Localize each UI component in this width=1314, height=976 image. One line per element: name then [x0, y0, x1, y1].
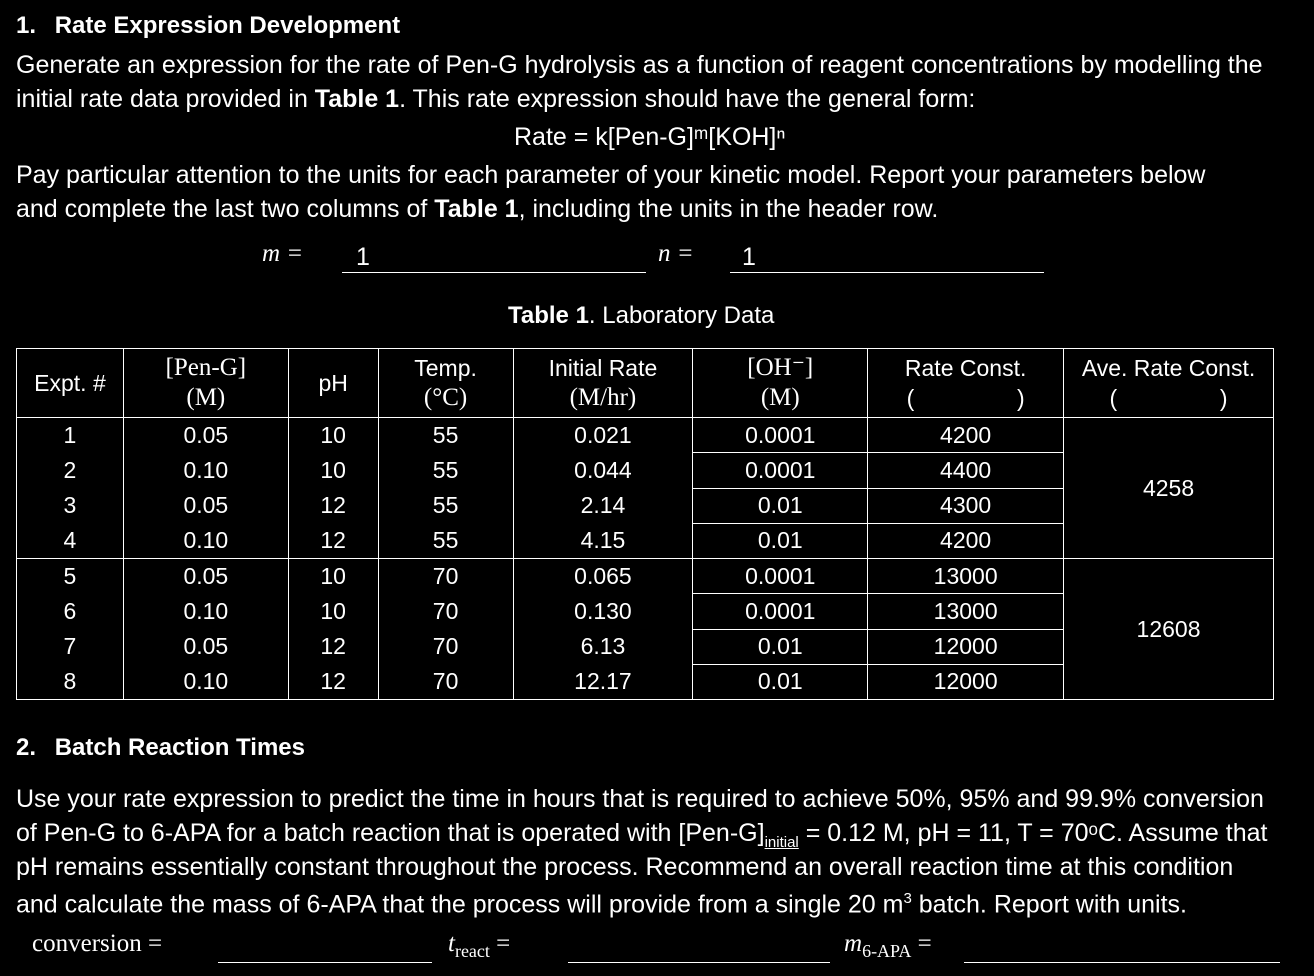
section-1-heading [16, 12, 400, 40]
paragraph-line: pH remains essentially constant throughout the process. Recommend an overall reaction time at this condition [16, 853, 1234, 881]
section-title: Batch Reaction Times [54, 734, 305, 761]
table-header-row [17, 349, 1274, 418]
header-peng: [Pen-G] (M) [123, 349, 288, 418]
ph-cell: 10 10 12 12 [288, 559, 378, 700]
table-row [17, 418, 1274, 453]
table-reference: Table 1 [434, 195, 519, 223]
subscript: initial [764, 834, 799, 851]
n-answer-line [730, 272, 1044, 273]
peng-cell: 0.05 0.10 0.05 0.10 [123, 418, 288, 559]
m-6apa-answer-line[interactable] [964, 962, 1280, 963]
t-react-label [448, 930, 510, 962]
rate-const-units-blank[interactable]: ( ) [906, 385, 1025, 411]
ph-cell: 10 10 12 12 [288, 418, 378, 559]
m-symbol: m [844, 930, 863, 957]
header-rate-const: Rate Const. ( ) [868, 349, 1064, 418]
paragraph-line [16, 82, 975, 116]
temp-cell: 55 55 55 55 [378, 418, 513, 559]
m-label: m = [262, 240, 304, 267]
ave-rate-const-units-blank[interactable]: ( ) [1109, 385, 1228, 411]
paragraph-line [16, 192, 938, 226]
header-oh: [OH⁻] (M) [693, 349, 868, 418]
paragraph-line: Use your rate expression to predict the time in hours that is required to achieve 50%, 95% and 99.9% conversion [16, 785, 1264, 813]
rate-const-cell[interactable]: 4200 [868, 418, 1064, 453]
table-caption-label: Table 1 [508, 302, 589, 329]
t-subscript: react [454, 941, 490, 961]
oh-cell[interactable]: 0.01 [693, 664, 868, 699]
paragraph-line [16, 882, 1187, 921]
rate-const-cell[interactable]: 12000 [868, 629, 1064, 664]
oh-cell[interactable]: 0.01 [693, 488, 868, 523]
oh-cell[interactable]: 0.01 [693, 629, 868, 664]
temp-cell: 70 70 70 70 [378, 559, 513, 700]
rate-const-cell[interactable]: 4200 [868, 523, 1064, 558]
ave-rate-const-70[interactable]: 12608 [1064, 559, 1274, 700]
conversion-label: conversion = [32, 930, 163, 957]
text: and complete the last two columns of [16, 195, 435, 223]
paragraph-line: Generate an expression for the rate of Pen-G hydrolysis as a function of reagent concentrations by modelling the [16, 51, 1263, 79]
section-2-heading [16, 734, 305, 762]
m-answer[interactable]: 1 [356, 243, 370, 271]
table-reference: Table 1 [314, 85, 400, 113]
rate-const-cell[interactable]: 12000 [868, 664, 1064, 699]
text: batch. Report with units. [911, 890, 1187, 919]
rate-const-cell[interactable]: 4300 [868, 488, 1064, 523]
table-row [17, 559, 1274, 594]
header-ph: pH [288, 349, 378, 418]
text: . This rate expression should have the general form: [399, 85, 976, 113]
peng-cell: 0.05 0.10 0.05 0.10 [123, 559, 288, 700]
rate-cell: 0.021 0.044 2.14 4.15 [513, 418, 693, 559]
equals: = [489, 930, 511, 957]
oh-cell[interactable]: 0.01 [693, 523, 868, 558]
header-initial-rate: Initial Rate (M/hr) [513, 349, 693, 418]
text: and calculate the mass of 6-APA that the process will provide from a single 20 m [16, 890, 904, 919]
text: , including the units in the header row. [518, 195, 939, 223]
rate-const-cell[interactable]: 4400 [868, 453, 1064, 488]
rate-const-cell[interactable]: 13000 [868, 594, 1064, 629]
table-caption-text: . Laboratory Data [588, 302, 775, 329]
rate-formula: Rate = k[Pen-G]ᵐ[KOH]ⁿ [514, 123, 786, 151]
conversion-answer-line[interactable] [218, 962, 432, 963]
expt-cell: 1 2 3 4 [17, 418, 124, 559]
m-6apa-label [844, 930, 932, 962]
header-temp: Temp. (°C) [378, 349, 513, 418]
m-answer-line [342, 272, 646, 273]
rate-const-cell[interactable]: 13000 [868, 559, 1064, 594]
paragraph-line: Pay particular attention to the units for each parameter of your kinetic model. Report your parameters below [16, 161, 1206, 189]
header-ave-rate-const: Ave. Rate Const. ( ) [1064, 349, 1274, 418]
section-number: 2. [16, 734, 37, 761]
laboratory-data-table [16, 348, 1274, 700]
rate-cell: 0.065 0.130 6.13 12.17 [513, 559, 693, 700]
n-answer[interactable]: 1 [742, 243, 756, 271]
superscript: 3 [903, 890, 912, 907]
oh-cell[interactable]: 0.0001 [693, 594, 868, 629]
expt-cell: 5 6 7 8 [17, 559, 124, 700]
section-title: Rate Expression Development [54, 12, 401, 39]
m-subscript: 6-APA [862, 941, 912, 961]
table-caption [508, 299, 774, 333]
header-expt: Expt. # [17, 349, 124, 418]
oh-cell[interactable]: 0.0001 [693, 453, 868, 488]
equals: = [911, 930, 932, 957]
ave-rate-const-55[interactable]: 4258 [1064, 418, 1274, 559]
text: initial rate data provided in [16, 85, 315, 113]
t-react-answer-line[interactable] [568, 962, 830, 963]
oh-cell[interactable]: 0.0001 [693, 559, 868, 594]
n-label: n = [658, 240, 694, 267]
text: = 0.12 M, pH = 11, T = 70ᵒC. Assume that [798, 819, 1268, 847]
section-number: 1. [16, 12, 37, 39]
t-symbol: t [448, 930, 455, 957]
oh-cell[interactable]: 0.0001 [693, 418, 868, 453]
text: of Pen-G to 6-APA for a batch reaction that is operated with [Pen-G] [16, 819, 765, 847]
